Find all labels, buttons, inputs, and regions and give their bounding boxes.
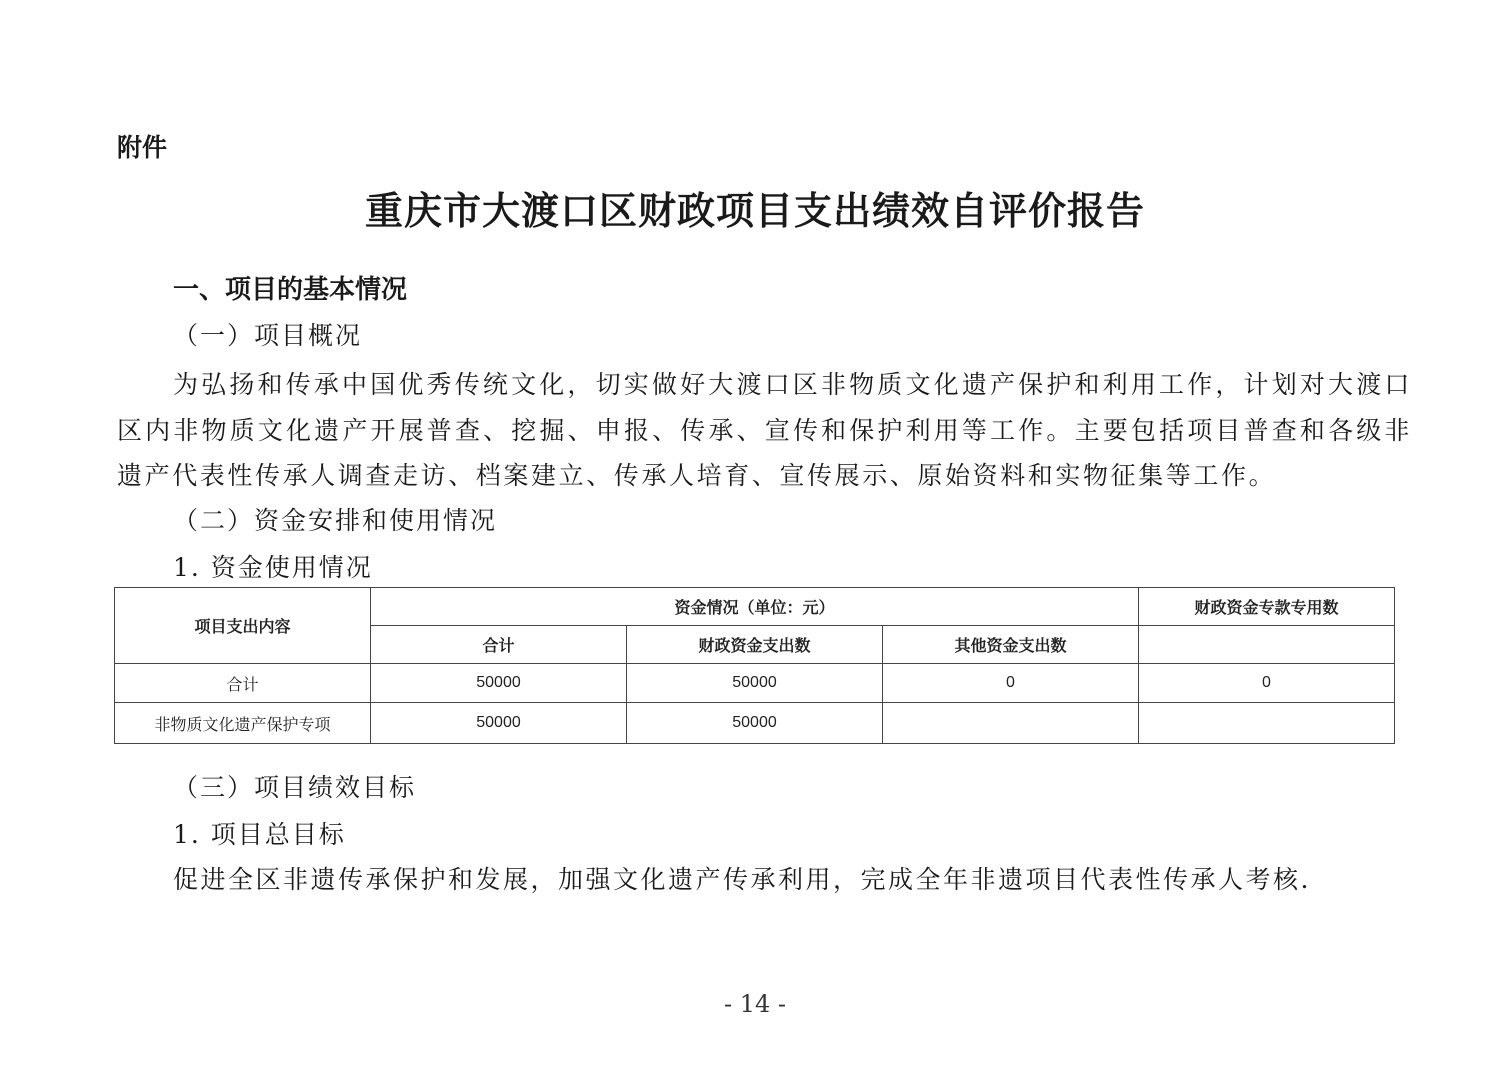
overall-goal-label: 1. 项目总目标 [173,820,346,849]
attachment-label: 附件 [117,133,168,162]
cell-item: 非物质文化遗产保护专项 [115,703,371,744]
overview-paragraph: 为弘扬和传承中国优秀传统文化，切实做好大渡口区非物质文化遗产保护和利用工作，计划对大渡口区内非物质文化遗产开展普查、挖掘、申报、传承、宣传和保护利用等工作。主要包括项目普查和各级非遗产代表性传承人调查走访、档案建立、传承人培育、宣传展示、原始资料和实物征集等工作。 [117,370,1412,490]
cell-other [883,703,1139,744]
header-other-spend: 其他资金支出数 [883,626,1139,664]
cell-total: 50000 [371,664,627,703]
table-row [115,664,1395,703]
cell-other: 0 [883,664,1139,703]
section-heading-basic-info: 一、项目的基本情况 [173,275,408,305]
page-number: - 14 - [723,990,786,1018]
table-row [115,703,1395,744]
cell-fiscal: 50000 [627,664,883,703]
subsection-heading-overview: （一）项目概况 [173,321,363,350]
subsection-heading-funds: （二）资金安排和使用情况 [173,506,498,535]
header-fiscal-spend: 财政资金支出数 [627,626,883,664]
overall-goal-paragraph: 促进全区非遗传承保护和发展，加强文化遗产传承利用，完成全年非遗项目代表性传承人考核. [173,865,1311,894]
funds-usage-label: 1. 资金使用情况 [173,553,373,582]
cell-fiscal: 50000 [627,703,883,744]
document-title: 重庆市大渡口区财政项目支出绩效自评价报告 [364,188,1145,233]
header-special-empty [1139,626,1395,664]
cell-special [1139,703,1395,744]
cell-special: 0 [1139,664,1395,703]
header-item-content: 项目支出内容 [115,588,371,664]
funds-table [114,587,1395,744]
header-special-funds: 财政资金专款专用数 [1139,588,1395,626]
cell-total: 50000 [371,703,627,744]
subsection-heading-goals: （三）项目绩效目标 [173,773,417,802]
header-funds-group: 资金情况（单位：元） [371,588,1139,626]
cell-item: 合计 [115,664,371,703]
header-total: 合计 [371,626,627,664]
